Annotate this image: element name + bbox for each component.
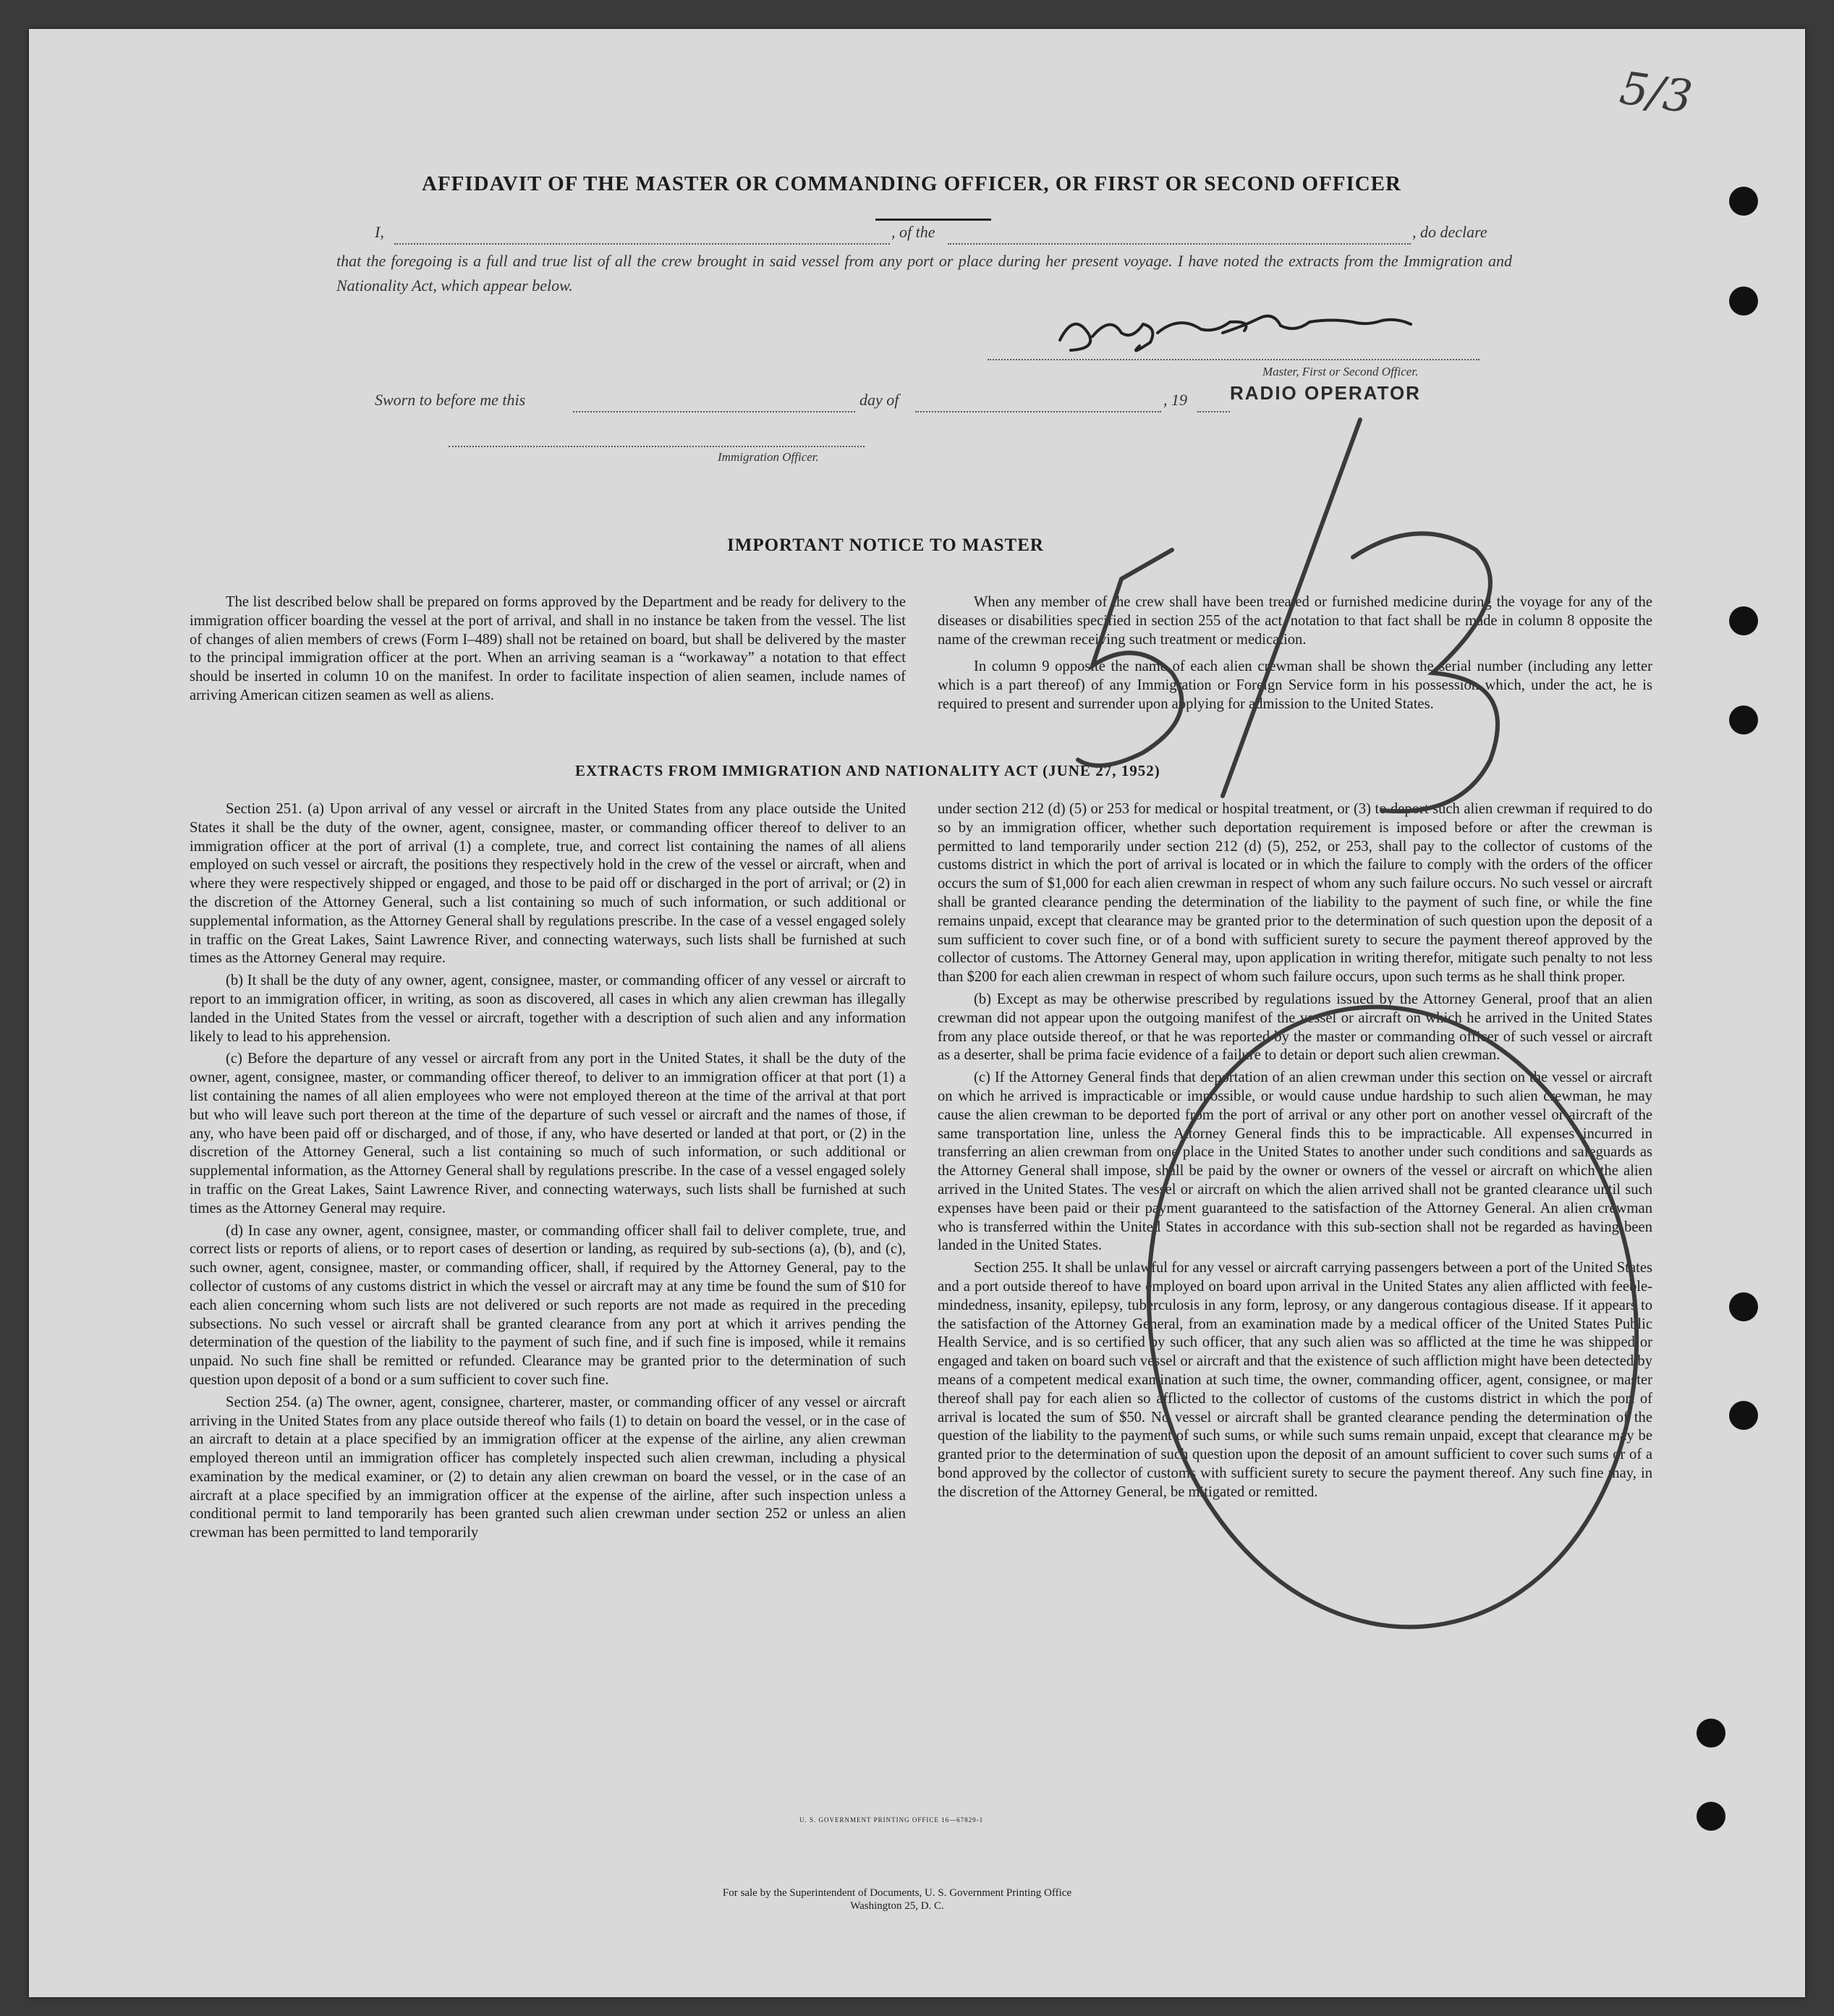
binder-hole xyxy=(1729,606,1758,635)
vessel-blank xyxy=(948,224,1411,245)
title-rule xyxy=(875,219,991,221)
notice-title: IMPORTANT NOTICE TO MASTER xyxy=(727,535,1044,555)
do-declare-label: , do declare xyxy=(1412,223,1487,241)
i-label: I, xyxy=(375,223,384,241)
sworn-month-blank xyxy=(915,392,1161,412)
radio-operator-stamp: RADIO OPERATOR xyxy=(1230,382,1421,404)
binder-hole xyxy=(1729,1292,1758,1321)
immigration-officer-line xyxy=(449,427,865,447)
notice-right-paragraph-1: When any member of the crew shall have been treated or furnished medicine during the voyage for any of the diseases or disabilities specified in section 255 of the act, notation to that fact shall be made in column 8 opposite the name of the crewman receiving such treatment or medication. xyxy=(938,594,1652,648)
gpo-imprint: U. S. GOVERNMENT PRINTING OFFICE 16—67829-1 xyxy=(799,1816,984,1824)
extracts-left-column xyxy=(190,800,906,1546)
sworn-label: Sworn to before me this xyxy=(375,391,526,409)
notice-left-column xyxy=(190,593,906,709)
document-page xyxy=(29,29,1805,1997)
binder-hole xyxy=(1697,1802,1725,1831)
binder-hole xyxy=(1729,706,1758,734)
extracts-right-column xyxy=(938,800,1652,1505)
binder-hole xyxy=(1729,187,1758,216)
notice-right-column xyxy=(938,593,1652,718)
notice-right-paragraph-2: In column 9 opposite the name of each alien crewman shall be shown the serial number (including any letter which is a part thereof) of any Immigration or Foreign Service form in his possession which, under the act, he is required to present and surrender upon applying for admission to the United States. xyxy=(938,658,1652,712)
signature-line xyxy=(988,340,1479,360)
extract-paragraph: under section 212 (d) (5) or 253 for medical or hospital treatment, or (3) to deport such alien crewman if required to do so by an immigration officer, whether such deportation requirement is imposed before or after the crewman is permitted to land temporarily under section 212 (d) (5), 252, or 253, shall pay to the collector of customs of the customs district in which the port of arrival is located or in which the failure to comply with the orders of the officer occurs the sum of $1,000 for each alien crewman in respect of whom any such failure occurs. No such vessel or aircraft shall be granted clearance pending the determination of the liability to the payment of such fine, or while the fine remains unpaid, except that clearance may be granted prior to the determination of such question upon the deposit of a sum sufficient to cover such fine, or of a bond with sufficient surety to secure the payment thereof approved by the collector of customs. The Attorney General may, upon application in writing therefor, mitigate such penalty to not less than $200 for each alien crewman in respect of whom such failure occurs, upon such terms as he shall think proper. xyxy=(938,801,1652,986)
name-blank xyxy=(394,224,890,245)
day-of-label: day of xyxy=(859,391,899,409)
year-prefix-label: , 19 xyxy=(1163,391,1187,409)
binder-hole xyxy=(1697,1719,1725,1748)
sworn-year-blank xyxy=(1197,392,1230,412)
signature-caption: Master, First or Second Officer. xyxy=(1262,365,1419,378)
of-the-label: , of the xyxy=(891,223,935,241)
extracts-title: EXTRACTS FROM IMMIGRATION AND NATIONALITY ACT (JUNE 27, 1952) xyxy=(575,762,1160,779)
binder-hole xyxy=(1729,1401,1758,1430)
sworn-day-blank xyxy=(573,392,855,412)
extract-paragraph: (b) It shall be the duty of any owner, agent, consignee, master, or commanding officer of any vessel or aircraft to report to an immigration officer, in writing, as soon as discovered, all cases in which any alien crewman has illegally landed in the United States from the vessel or aircraft, together with a description of such alien and any information likely to lead to his apprehension. xyxy=(190,973,906,1045)
sale-line-2: Washington 25, D. C. xyxy=(850,1900,944,1912)
extract-paragraph: Section 254. (a) The owner, agent, consignee, charterer, master, or commanding officer of any vessel or aircraft arriving in the United States from any place outside thereof who fails (1) to detain on board the vessel, or in the case of an aircraft to detain at a place specified by an immigration officer at the expense of the airline, any alien crewman employed thereon until an immigration officer has completely inspected such alien crewman, including a physical examination by the medical examiner, or (2) to detain any alien crewman on board the vessel, or in the case of an aircraft at a place specified by an immigration officer at the expense of the airline, after such inspection unless a conditional permit to land temporarily has been granted such alien crewman under section 252 or unless an alien crewman has been permitted to land temporarily xyxy=(190,1394,906,1541)
extract-paragraph: (c) Before the departure of any vessel or aircraft from any port in the United States, it shall be the duty of the owner, agent, consignee, master, or commanding officer thereof, to deliver to an immigration officer at that port (1) a list containing the names of all alien employees who were not employed thereon at the time of the arrival at that port but who will leave such port thereon at the time of the departure of such vessel or aircraft and the names of those, if any, who have been paid off or discharged, and of those, if any, who have deserted or landed at that port, or (2) in the discretion of the Attorney General, such a list containing so much of such information, or such additional or supplemental information, as the Attorney General shall by regulations prescribe. In the case of a vessel engaged solely in traffic on the Great Lakes, Saint Lawrence River, and connecting waterways, such lists shall be furnished at such times as the Attorney General may require. xyxy=(190,1051,906,1216)
declaration-text: that the foregoing is a full and true list of all the crew brought in said vessel from any port or place during her present voyage. I have noted the extracts from the Immigration and Nationality Act, which appear below. xyxy=(336,252,1512,295)
extract-paragraph: Section 251. (a) Upon arrival of any vessel or aircraft in the United States from any place outside the United States it shall be the duty of the owner, agent, consignee, master, or commanding officer thereof to deliver to an immigration officer at the port of arrival (1) a complete, true, and correct list containing the names of all aliens employed on such vessel or aircraft, the positions they respectively hold in the crew of the vessel or aircraft, when and where they were respectively shipped or engaged, and those to be paid off or discharged in the port of arrival; or (2) in the discretion of the Attorney General, such a list containing so much of such information, or such additional or supplemental information, as the Attorney General shall by regulations prescribe. In the case of a vessel engaged solely in traffic on the Great Lakes, Saint Lawrence River, and connecting waterways, such lists shall be furnished at such times as the Attorney General may require. xyxy=(190,801,906,967)
affidavit-title: AFFIDAVIT OF THE MASTER OR COMMANDING OFFICER, OR FIRST OR SECOND OFFICER xyxy=(422,172,1401,195)
notice-left-paragraph: The list described below shall be prepared on forms approved by the Department and be ready for delivery to the immigration officer boarding the vessel at the port of arrival, and shall in no instance be taken from the vessel. The list of changes of alien members of crews (Form I–489) shall not be retained on board, but shall be delivered by the master to the principal immigration officer at the port. When an arriving seaman is a “workaway” a notation to that effect should be inserted in column 10 on the manifest. In order to facilitate inspection of alien seamen, include names of arriving American citizen seamen as well as aliens. xyxy=(190,594,906,703)
extract-paragraph: (c) If the Attorney General finds that deportation of an alien crewman under this section on the vessel or aircraft on which he arrived is impracticable or impossible, or would cause undue hardship to such alien crewman, he may cause the alien crewman to be deported from the port of arrival or any other port on another vessel or aircraft of the same transportation line, unless the Attorney General finds this to be impracticable. All expenses incurred in transferring an alien crewman from one place in the United States to another under such conditions and safeguards as the Attorney General shall impose, shall be paid by the owner or owners of the vessel or aircraft on which the alien arrived in the United States. The vessel or aircraft on which the alien arrived shall not be granted clearance until such expenses have been paid or their payment guaranteed to the satisfaction of the Attorney General. An alien crewman who is transferred within the United States in accordance with this sub-section shall not be regarded as having been landed in the United States. xyxy=(938,1070,1652,1254)
immigration-officer-caption: Immigration Officer. xyxy=(718,450,819,464)
corner-handwritten-mark: 5/3 xyxy=(1616,61,1696,124)
extract-paragraph: (b) Except as may be otherwise prescribed by regulations issued by the Attorney General, proof that an alien crewman did not appear upon the outgoing manifest of the vessel or aircraft on which he arrived in the United States from any place outside thereof, or that he was reported by the master or commanding officer of such vessel or aircraft as a deserter, shall be prima facie evidence of a failure to detain or deport such alien crewman. xyxy=(938,991,1652,1064)
extract-paragraph: Section 255. It shall be unlawful for any vessel or aircraft carrying passengers between a port of the United States and a port outside thereof to have employed on board upon arrival in the United States any alien afflicted with feeble-mindedness, insanity, epilepsy, tuberculosis in any form, leprosy, or any dangerous contagious disease. If it appears to the satisfaction of the Attorney General, from an examination made by a medical officer of the United States Public Health Service, and is so certified by such officer, that any such alien was so afflicted at the time he was shipped or engaged and taken on board such vessel or aircraft and that the existence of such affliction might have been detected by means of a competent medical examination at such time, the owner, commanding officer, agent, consignee, or master thereof shall pay for each alien so afflicted to the collector of customs of the customs district in which the port of arrival is located the sum of $50. No vessel or aircraft shall be granted clearance pending the determination of the question of the liability to the payment of such sums, or while such sums remain unpaid, except that clearance may be granted prior to the determination of such question upon the deposit of an amount sufficient to cover such sums or of a bond approved by the collector of customs with sufficient surety to secure the payment thereof. Any such fine may, in the discretion of the Attorney General, be mitigated or remitted. xyxy=(938,1260,1652,1500)
binder-hole xyxy=(1729,287,1758,315)
sale-line-1: For sale by the Superintendent of Documents, U. S. Government Printing Office xyxy=(722,1887,1072,1899)
extract-paragraph: (d) In case any owner, agent, consignee, master, or commanding officer shall fail to deliver complete, true, and correct lists or reports of aliens, or to report cases of desertion or landing, as required by sub-sections (a), (b), and (c), such owner, agent, consignee, master, or commanding officer, shall, if required by the Attorney General, pay to the collector of customs of any customs district in which the vessel or aircraft may at any time be found the sum of $10 for each alien concerning whom such lists are not delivered or such reports are not made as required in the preceding subsections. No such vessel or aircraft shall be granted clearance from any port at which it arrives pending the determination of the question of the liability to the payment of such fine, and if such fine is imposed, while it remains unpaid. No such fine shall be remitted or refunded. Clearance may be granted prior to the determination of such question upon deposit of a bond or a sum sufficient to cover such fine. xyxy=(190,1222,906,1388)
